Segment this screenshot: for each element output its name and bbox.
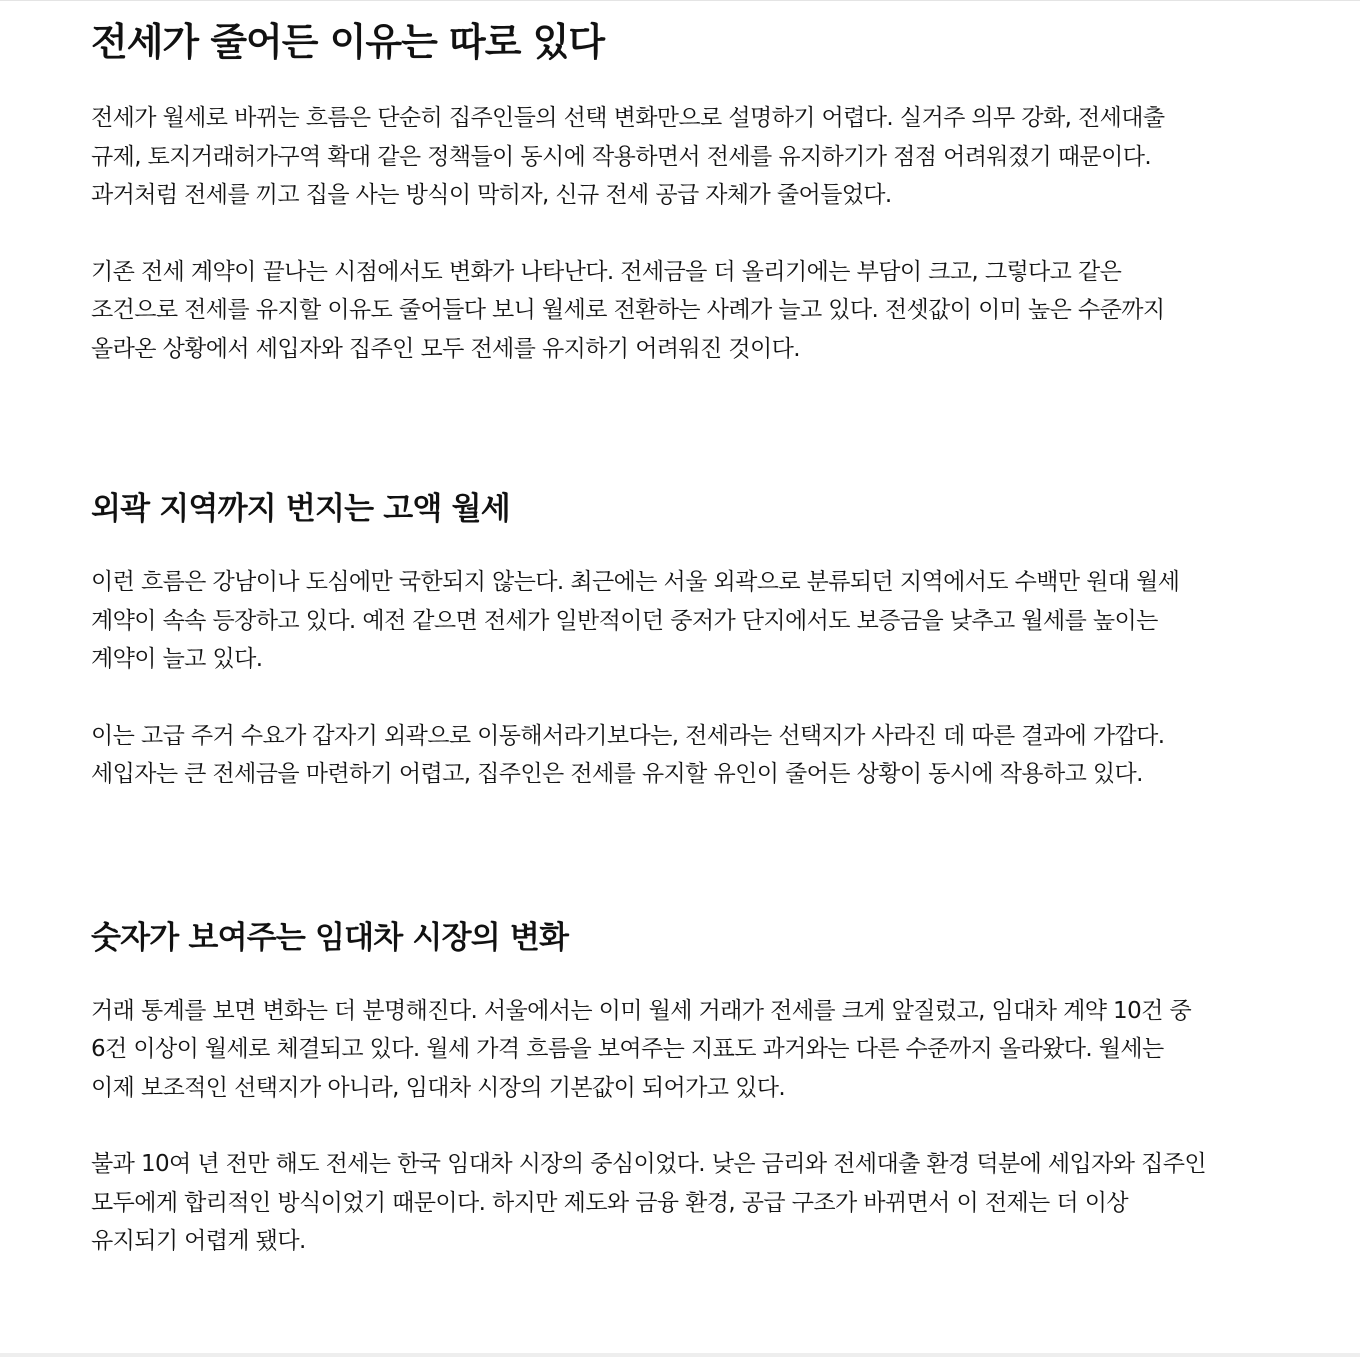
section-outskirts-rent	[91, 489, 1213, 794]
paragraph: 기존 전세 계약이 끝나는 시점에서도 변화가 나타난다. 전세금을 더 올리기에는 부담이 크고, 그렇다고 같은 조건으로 전세를 유지할 이유도 줄어들다 보니 월세로 전환하는 사례가 늘고 있다. 전셋값이 이미 높은 수준까지 올라온 상황에서 세입자와 집주인 모두 전세를 유지하기 어려워진 것이다.	[91, 258, 1165, 362]
paragraph: 이는 고급 주거 수요가 갑자기 외곽으로 이동해서라기보다는, 전세라는 선택지가 사라진 데 따른 결과에 가깝다. 세입자는 큰 전세금을 마련하기 어렵고, 집주인은 전세를 유지할 유인이 줄어든 상황이 동시에 작용하고 있다.	[91, 722, 1165, 787]
section-rental-statistics	[91, 918, 1213, 1261]
paragraph: 이런 흐름은 강남이나 도심에만 국한되지 않는다. 최근에는 서울 외곽으로 분류되던 지역에서도 수백만 원대 월세 계약이 속속 등장하고 있다. 예전 같으면 전세가 일반적이던 중저가 단지에서도 보증금을 낮추고 월세를 높이는 계약이 늘고 있다.	[91, 569, 1180, 672]
section-jeonse-decline	[91, 0, 1213, 368]
section-heading: 전세가 줄어든 이유는 따로 있다	[91, 20, 605, 64]
section-heading: 외곽 지역까지 번지는 고액 월세	[91, 491, 510, 527]
paragraph: 전세가 월세로 바뀌는 흐름은 단순히 집주인들의 선택 변화만으로 설명하기 어렵다. 실거주 의무 강화, 전세대출 규제, 토지거래허가구역 확대 같은 정책들이 동시에 작용하면서 전세를 유지하기가 점점 어려워졌기 때문이다. 과거처럼 전세를 끼고 집을 사는 방식이 막히자, 신규 전세 공급 자체가 줄어들었다.	[91, 105, 1165, 208]
section-heading: 숫자가 보여주는 임대차 시장의 변화	[91, 919, 569, 956]
paragraph: 불과 10여 년 전만 해도 전세는 한국 임대차 시장의 중심이었다. 낮은 금리와 전세대출 환경 덕분에 세입자와 집주인 모두에게 합리적인 방식이었기 때문이다. 하지만 제도와 금융 환경, 공급 구조가 바뀌면서 이 전제는 더 이상 유지되기 어렵게 됐다.	[91, 1151, 1206, 1254]
article-body	[91, 0, 1213, 1261]
bottom-divider	[0, 1353, 1360, 1357]
paragraph: 거래 통계를 보면 변화는 더 분명해진다. 서울에서는 이미 월세 거래가 전세를 크게 앞질렀고, 임대차 계약 10건 중 6건 이상이 월세로 체결되고 있다. 월세 가격 흐름을 보여주는 지표도 과거와는 다른 수준까지 올라왔다. 월세는 이제 보조적인 선택지가 아니라, 임대차 시장의 기본값이 되어가고 있다.	[91, 997, 1192, 1101]
